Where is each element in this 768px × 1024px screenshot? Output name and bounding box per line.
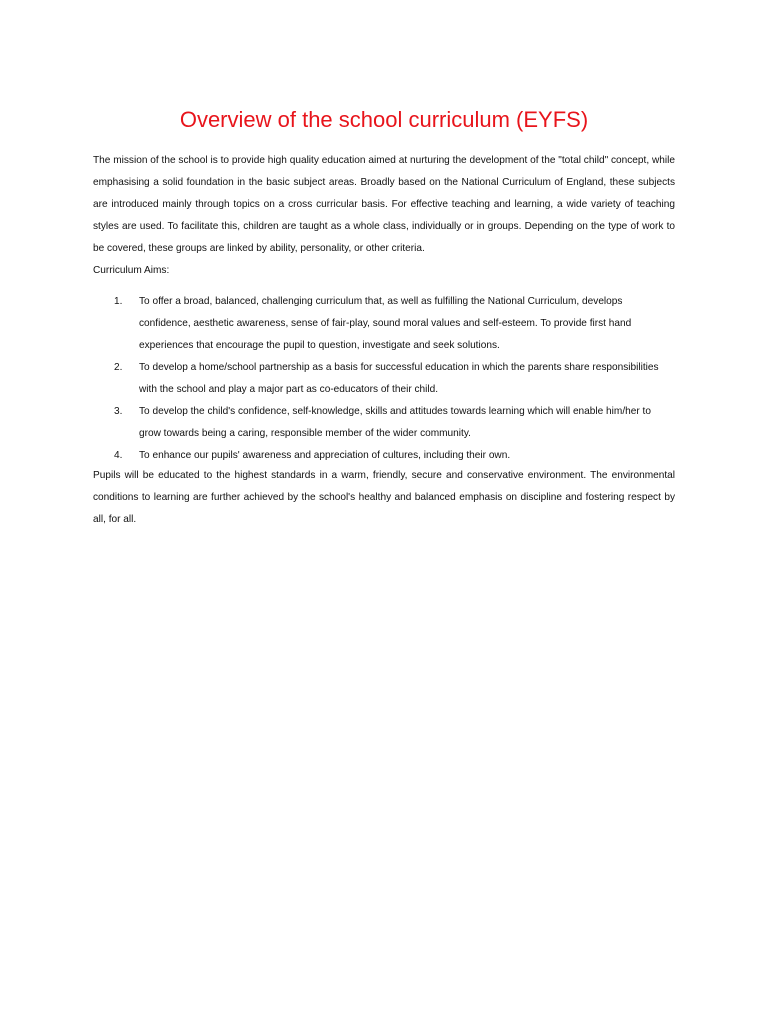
list-item	[93, 401, 675, 445]
list-item-text: To develop a home/school partnership as a basis for successful education in which the parents share responsibilities with the school and play a major part as co-educators of their child.	[139, 362, 659, 395]
closing-paragraph: Pupils will be educated to the highest standards in a warm, friendly, secure and conservative environment. The environmental conditions to learning are further achieved by the school's healthy and balanced emphasis on discipline and fostering respect by all, for all.	[93, 470, 675, 525]
list-item-number: 4.	[114, 450, 123, 461]
list-item-number: 2.	[114, 362, 123, 373]
aims-list	[93, 291, 675, 467]
list-item	[93, 445, 675, 467]
page-title: Overview of the school curriculum (EYFS)	[179, 107, 589, 132]
intro-paragraph: The mission of the school is to provide high quality education aimed at nurturing the development of the "total child" concept, while emphasising a solid foundation in the basic subject areas. Broadly based on the National Curriculum of England, these subjects are introduced mainly through topics on a cross curricular basis. For effective teaching and learning, a wide variety of teaching styles are used. To facilitate this, children are taught as a whole class, individually or in groups. Depending on the type of work to be covered, these groups are linked by ability, personality, or other criteria.	[93, 155, 675, 254]
list-item	[93, 357, 675, 401]
list-item	[93, 291, 675, 357]
list-item-number: 3.	[114, 406, 123, 417]
list-item-text: To develop the child's confidence, self-knowledge, skills and attitudes towards learning which will enable him/her to grow towards being a caring, responsible member of the wider community.	[139, 406, 651, 439]
list-item-text: To enhance our pupils' awareness and appreciation of cultures, including their own.	[139, 450, 511, 461]
list-item-text: To offer a broad, balanced, challenging curriculum that, as well as fulfilling the National Curriculum, develops confidence, aesthetic awareness, sense of fair-play, sound moral values and self-esteem. To provide first hand experiences that encourage the pupil to question, investigate and seek solutions.	[139, 296, 632, 351]
list-item-number: 1.	[114, 296, 123, 307]
aims-heading: Curriculum Aims:	[93, 265, 170, 276]
